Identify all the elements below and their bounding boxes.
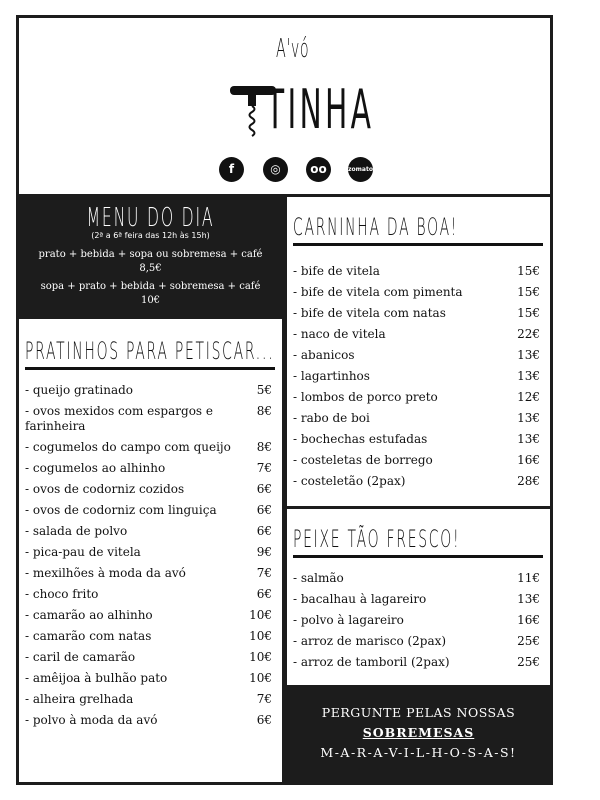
list-item: - lombos de porco preto 12€ (293, 390, 540, 404)
list-item: - bacalhau à lagareiro 13€ (293, 592, 540, 606)
menu-dia-title: MENU DO DIA (86, 203, 215, 233)
list-item: - ovos mexidos com espargos e farinheira 8€ (25, 404, 272, 433)
list-item: - amêijoa à bulhão pato 10€ (25, 671, 272, 685)
list-item: - bochechas estufadas 13€ (293, 432, 540, 446)
peixe-list (293, 568, 540, 673)
logo-top-text: A'vó (276, 34, 310, 64)
carninha-panel (287, 197, 550, 506)
petiscar-title: PRATINHOS PARA PETISCAR... (25, 337, 275, 365)
menu-dia-option-1 (19, 248, 282, 276)
zomato-icon[interactable]: zomato (348, 157, 373, 182)
list-item: - salmão 11€ (293, 571, 540, 585)
list-item: - cogumelos do campo com queijo 8€ (25, 440, 272, 454)
list-item: - ovos de codorniz cozidos 6€ (25, 482, 272, 496)
list-item: - bife de vitela com natas 15€ (293, 306, 540, 320)
facebook-icon[interactable]: f (219, 157, 244, 182)
tripadvisor-icon[interactable]: oo (306, 157, 331, 182)
menu-dia-option-1-price: 8,5€ (139, 263, 162, 274)
menu-dia-option-2 (19, 280, 282, 308)
list-item: - mexilhões à moda da avó 7€ (25, 566, 272, 580)
menu-do-dia (19, 197, 282, 319)
list-item: - naco de vitela 22€ (293, 327, 540, 341)
list-item: - pica-pau de vitela 9€ (25, 545, 272, 559)
header (19, 18, 550, 194)
list-item: - arroz de tamboril (2pax) 25€ (293, 655, 540, 669)
menu-dia-option-2-text: sopa + prato + bebida + sobremesa + café (40, 281, 261, 292)
carninha-list (293, 261, 540, 492)
peixe-panel (287, 509, 550, 685)
list-item: - abanicos 13€ (293, 348, 540, 362)
peixe-divider (293, 555, 543, 558)
list-item: - bife de vitela 15€ (293, 264, 540, 278)
list-item: - costeletas de borrego 16€ (293, 453, 540, 467)
list-item: - bife de vitela com pimenta 15€ (293, 285, 540, 299)
list-item: - cogumelos ao alhinho 7€ (25, 461, 272, 475)
list-item: - ovos de codorniz com linguiça 6€ (25, 503, 272, 517)
list-item: - polvo à moda da avó 6€ (25, 713, 272, 727)
peixe-title: PEIXE TÃO FRESCO! (293, 525, 461, 553)
list-item: - camarão com natas 10€ (25, 629, 272, 643)
list-item: - rabo de boi 13€ (293, 411, 540, 425)
menu-dia-hours: (2ª a 6ª feira das 12h às 15h) (91, 231, 210, 240)
social-links (219, 157, 379, 183)
instagram-icon[interactable]: ◎ (263, 157, 288, 182)
list-item: - salada de polvo 6€ (25, 524, 272, 538)
sobremesas-line-3: M-A-R-A-V-I-L-H-O-S-A-S! (320, 745, 517, 760)
list-item: - choco frito 6€ (25, 587, 272, 601)
sobremesas-line-2: SOBREMESAS (362, 725, 475, 740)
menu-dia-option-2-price: 10€ (140, 295, 161, 306)
list-item: - queijo gratinado 5€ (25, 383, 272, 397)
list-item: - camarão ao alhinho 10€ (25, 608, 272, 622)
list-item: - costeletão (2pax) 28€ (293, 474, 540, 488)
list-item: - arroz de marisco (2pax) 25€ (293, 634, 540, 648)
logo-main-text: TINHA (266, 78, 375, 141)
sobremesas-line-1: PERGUNTE PELAS NOSSAS (321, 705, 516, 720)
petiscar-list (25, 380, 272, 731)
petiscar-divider (25, 367, 275, 370)
menu-dia-option-1-text: prato + bebida + sopa ou sobremesa + café (38, 249, 263, 260)
list-item: - polvo à lagareiro 16€ (293, 613, 540, 627)
list-item: - caril de camarão 10€ (25, 650, 272, 664)
sobremesas-banner (287, 688, 550, 782)
carninha-divider (293, 243, 543, 246)
petiscar-panel (19, 319, 282, 782)
list-item: - alheira grelhada 7€ (25, 692, 272, 706)
carninha-title: CARNINHA DA BOA! (293, 213, 459, 241)
list-item: - lagartinhos 13€ (293, 369, 540, 383)
